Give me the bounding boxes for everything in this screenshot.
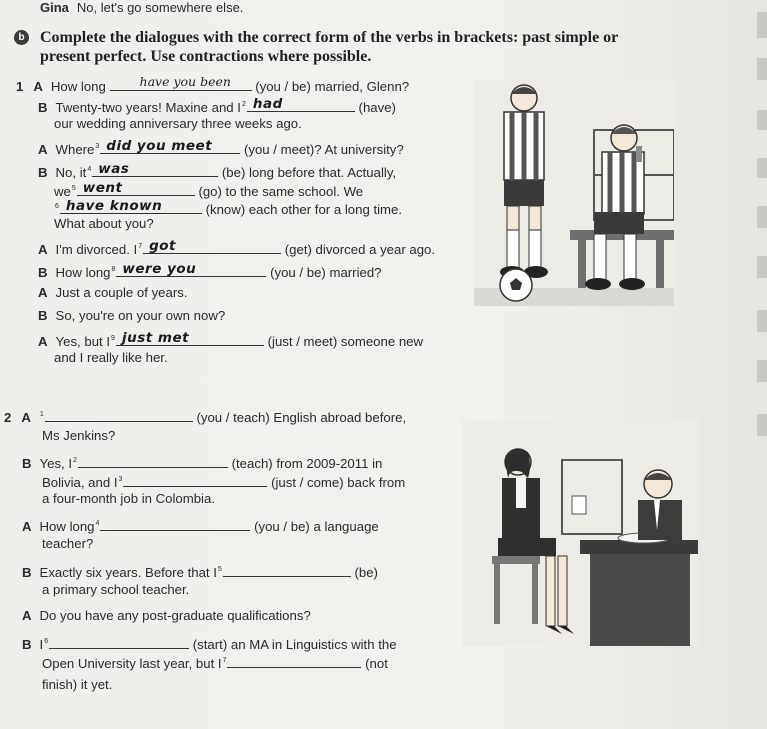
dialogue-2-line-a3 xyxy=(22,608,311,624)
verb-prompt: (just / meet) someone new xyxy=(267,334,424,349)
handwritten-answer: was xyxy=(98,161,130,177)
speaker-label: A xyxy=(21,410,31,425)
dialogue-1-line-b1-cont: our wedding anniversary three weeks ago. xyxy=(54,116,302,131)
speaker-label: A xyxy=(33,79,43,94)
dialogue-1-line-a2 xyxy=(38,139,404,158)
answer-blank[interactable] xyxy=(116,262,266,277)
speaker-label: B xyxy=(38,165,48,180)
line-text: Twenty-two years! Maxine and I xyxy=(55,100,241,115)
speaker-label: A xyxy=(38,142,48,157)
answer-blank[interactable] xyxy=(100,139,240,154)
page-edge-tab xyxy=(757,310,767,332)
verb-prompt: (you / be) a language xyxy=(254,519,379,534)
handwritten-answer: did you meet xyxy=(106,138,213,154)
verb-prompt: (teach) from 2009-2011 in xyxy=(231,456,383,471)
gap-number: 6 xyxy=(55,203,59,210)
dialogue-1-line-a5 xyxy=(38,331,423,350)
speaker-label: B xyxy=(22,456,32,471)
answer-blank[interactable] xyxy=(60,199,202,214)
line-text: Just a couple of years. xyxy=(55,285,188,300)
previous-dialogue-line xyxy=(40,0,243,15)
answer-blank[interactable] xyxy=(45,407,193,422)
page-edge-tab xyxy=(757,206,767,228)
footballers-illustration xyxy=(474,80,674,306)
dialogue-1-line-a1 xyxy=(16,76,409,95)
line-text: How long xyxy=(50,79,106,94)
footballers-drawing xyxy=(474,80,674,306)
speaker-name: Gina xyxy=(40,0,69,15)
verb-prompt: (just / come) back from xyxy=(271,475,406,490)
dialogue-2-line-a2-cont: teacher? xyxy=(42,536,94,551)
dialogue-2-line-a2 xyxy=(22,516,379,535)
gap-number: 3 xyxy=(95,143,100,150)
speaker-label: A xyxy=(38,242,48,257)
dialogue-1-line-a3 xyxy=(38,239,435,258)
speaker-label: B xyxy=(22,565,32,580)
dialogue-2-line-b2-cont: a primary school teacher. xyxy=(42,582,190,597)
speaker-label: A xyxy=(38,334,48,349)
dialogue-2-line-b3-cont xyxy=(42,653,388,672)
verb-prompt: (be) long before that. Actually, xyxy=(221,165,397,180)
page-edge-tab xyxy=(757,158,767,178)
speaker-label: B xyxy=(22,637,32,652)
line-text: I xyxy=(39,637,44,652)
dialogue-1-line-b4 xyxy=(38,308,225,324)
dialogue-number: 1 xyxy=(16,79,24,94)
dialogue-2-line-b1-cont xyxy=(42,472,405,491)
line-text: Yes, I xyxy=(39,456,73,471)
line-text: I'm divorced. I xyxy=(55,242,138,257)
dialogue-number: 2 xyxy=(4,410,12,425)
answer-blank[interactable] xyxy=(77,181,195,196)
gap-number: 2 xyxy=(73,457,77,464)
dialogue-1-line-b2-cont3: What about you? xyxy=(54,216,154,231)
answer-blank[interactable] xyxy=(100,516,250,531)
verb-prompt: (you / be) married? xyxy=(270,265,382,280)
dialogue-2-line-b3-cont2: finish) it yet. xyxy=(42,677,113,692)
dialogue-text: No, let's go somewhere else. xyxy=(76,0,244,15)
line-text: Where xyxy=(55,142,95,157)
line-text: Open University last year, but I xyxy=(42,656,222,671)
gap-number: 5 xyxy=(217,566,222,573)
gap-number: 7 xyxy=(222,657,227,664)
dialogue-2-line-b1-cont2: a four-month job in Colombia. xyxy=(42,491,215,506)
dialogue-2-line-b2 xyxy=(22,562,378,581)
verb-prompt: (not xyxy=(365,656,388,671)
answer-blank[interactable] xyxy=(78,453,228,468)
exercise-instruction: Complete the dialogues with the correct form of the verbs in brackets: past simple or present perfect. Use contractions where possible. xyxy=(40,29,618,65)
verb-prompt: (start) an MA in Linguistics with the xyxy=(192,637,397,652)
speaker-label: B xyxy=(38,265,48,280)
verb-prompt: (have) xyxy=(358,100,396,115)
handwritten-answer: had xyxy=(252,96,283,112)
answer-blank[interactable] xyxy=(223,562,351,577)
speaker-label: B xyxy=(38,308,48,323)
handwritten-answer: were you xyxy=(122,261,197,277)
dialogue-2-line-b1 xyxy=(22,453,382,472)
handwritten-answer: have known xyxy=(65,198,163,214)
handwritten-answer: just met xyxy=(121,330,190,346)
gap-number: 4 xyxy=(87,166,92,173)
dialogue-2-line-a1 xyxy=(4,407,406,426)
gap-number: 5 xyxy=(71,185,76,192)
interview-drawing xyxy=(462,420,698,646)
line-text: we xyxy=(54,184,71,199)
dialogue-1-line-b2 xyxy=(38,162,396,181)
handwritten-answer: got xyxy=(149,238,177,254)
gap-number: 6 xyxy=(44,638,49,645)
page-edge-tab xyxy=(757,58,767,80)
answer-blank[interactable] xyxy=(143,239,281,254)
line-text: Exactly six years. Before that I xyxy=(39,565,217,580)
answer-blank[interactable] xyxy=(49,634,189,649)
page-edge-tab xyxy=(757,414,767,436)
handwritten-answer: went xyxy=(82,180,123,196)
speaker-label: A xyxy=(22,608,32,623)
page-edge-tab xyxy=(757,360,767,382)
gap-number: 2 xyxy=(241,101,246,108)
dialogue-1-line-a5-cont: and I really like her. xyxy=(54,350,168,365)
gap-number: 3 xyxy=(118,476,123,483)
gap-number: 7 xyxy=(138,243,143,250)
speaker-label: B xyxy=(38,100,48,115)
verb-prompt: (be) xyxy=(354,565,378,580)
answer-blank[interactable] xyxy=(123,472,267,487)
page-edge-tab xyxy=(757,110,767,130)
dialogue-1-line-a4 xyxy=(38,285,187,301)
speaker-label: A xyxy=(22,519,32,534)
page-edge-tab xyxy=(757,12,767,38)
exercise-badge: b xyxy=(14,30,29,45)
line-text: How long xyxy=(55,265,111,280)
line-text: No, it xyxy=(55,165,87,180)
line-text: Do you have any post-graduate qualifications? xyxy=(39,608,311,623)
answer-blank[interactable] xyxy=(116,331,264,346)
example-answer: have you been xyxy=(139,74,231,89)
dialogue-2-line-b3 xyxy=(22,634,397,653)
gap-number: 4 xyxy=(95,520,100,527)
line-text: So, you're on your own now? xyxy=(55,308,226,323)
verb-prompt: (get) divorced a year ago. xyxy=(284,242,436,257)
answer-blank[interactable] xyxy=(227,653,361,668)
verb-prompt: (you / be) married, Glenn? xyxy=(255,79,410,94)
speaker-label: A xyxy=(38,285,48,300)
interview-illustration xyxy=(462,420,698,646)
gap-number: 8 xyxy=(111,266,116,273)
answer-blank[interactable] xyxy=(92,162,218,177)
dialogue-1-line-b1 xyxy=(38,97,396,116)
page-edge-tab xyxy=(757,256,767,278)
verb-prompt: (know) each other for a long time. xyxy=(205,202,403,217)
line-text: How long xyxy=(39,519,95,534)
answer-blank[interactable] xyxy=(247,97,355,112)
dialogue-2-line-a1-cont: Ms Jenkins? xyxy=(42,428,116,443)
verb-prompt: (you / teach) English abroad before, xyxy=(196,410,407,425)
gap-number: 1 xyxy=(39,411,44,418)
gap-number: 9 xyxy=(111,335,115,342)
answer-blank[interactable] xyxy=(110,76,252,91)
verb-prompt: (you / meet)? At university? xyxy=(243,142,404,157)
line-text: Yes, but I xyxy=(55,334,111,349)
line-text: Bolivia, and I xyxy=(42,475,118,490)
verb-prompt: (go) to the same school. We xyxy=(198,184,364,199)
dialogue-1-line-b3 xyxy=(38,262,382,281)
